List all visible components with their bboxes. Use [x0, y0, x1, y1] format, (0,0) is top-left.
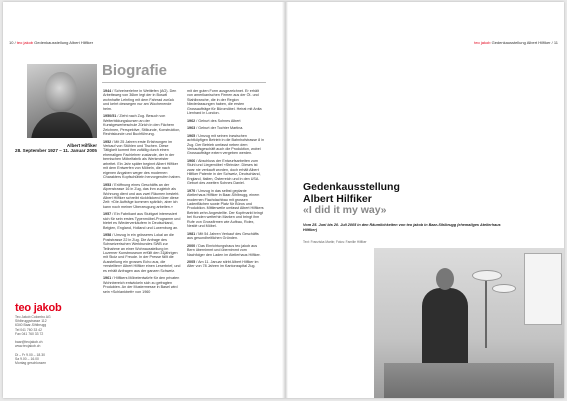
entry-year: 1970 [187, 188, 196, 193]
lamp-shade-lower [492, 284, 516, 293]
running-head-left: 10 / teo jakob Gedenkausstellung Albert Hilfiker [9, 40, 94, 45]
entry-text: / Geburt der Tochter Martina. [196, 126, 244, 131]
entry-year: 1961 [103, 276, 112, 281]
teo-jakob-logo: teo jakob [15, 302, 62, 314]
man-figure-head [436, 268, 454, 290]
entry-year: 2000 [187, 243, 196, 248]
exhibition-dates: Vom 25. Juni bis 20. Juli 2005 in den Räumlichkeiten von teo jakob in Baar-Sihlbrugg (ehemaliges Atelierhaus Hilfiker) [303, 223, 501, 232]
entry-year: 2005 [187, 259, 196, 264]
entry-year: 1966 [187, 158, 196, 163]
portrait-caption-dates: 28. September 1927 – 11. Januar 2005 [15, 148, 97, 153]
entry-year: 1965 [187, 133, 196, 138]
entry-year: 1962 [187, 118, 196, 123]
biography-entry [103, 233, 181, 273]
entry-year: 1958 [103, 233, 112, 238]
entry-text: / Das Einrichtungshaus teo jakob aus Bern übernimmt und übernimmt vom Nachfolger den Laden im Atelierhaus Hilfiker. [187, 243, 261, 257]
biography-column-1 [103, 89, 181, 384]
biography-entry [103, 212, 181, 230]
entry-text: / Schreinerlehre in Wettlefen (AG). Den Arbeitsweg von 36km legt der in Boswil wohnhafte Lehrling mit dem Fahrrad zurück und kehrt deswegen nur am Wochenende heim. [103, 89, 177, 111]
entry-text: / Am 11. Januar stirbt Albert Hilfiker im Alter von 78 Jahren im Kantonsspital Zug. [187, 259, 259, 269]
biography-entry [103, 89, 181, 111]
portrait-head [45, 72, 77, 112]
entry-text: / Ein Fabrikant aus Stuttgart interessiert sich für sein erstes Typenmöbel-Programm und bietet es Wiederverkäufern in Deutschland, Belgien, England, Holland und Luxemburg an. [103, 212, 181, 230]
page-number: 11 [553, 40, 558, 45]
entry-text: / Umzug in das selbst geplante Atelierhaus Hilfiker in Baar-Sihlbrugg, einem modernen Flachdachbau mit grossen Ladenflächen sowie Platz für Büros und Produktion. Mittlerweile umfasst Albert Hilfikers Betrieb zehn Angestellte. Der Kopfmarkt bringt bei Kunden weiterhin Marken und bringt ihm Rufe von Grossfirmen wie Aufbau, Rolex, Nestlé und Möbel. [187, 188, 264, 229]
workbench [384, 363, 554, 398]
entry-text: / Umzug mit seinen inzwischen achtköpfigen Betrieb in die Bahnhofstrasse 8 in Zug. Der Betrieb umfasst neben dem Verkaufsgeschäft auch die Produktion, wobei Grossaufträge extern vergeben werden. [187, 133, 265, 156]
title-divider [102, 82, 266, 83]
entry-text: / Abschluss der Entwurfsarbeiten zum Stuhl und Liegemöbel «Strinda». Dieses ist zwar nie verkauft worden, doch erhält Albert Hilfiker Patente in der Schweiz, Deutschland, England, Italien, Österreich und in den USA. Geburt des zweiten Sohnes Daniel. [187, 158, 261, 186]
biography-entry [187, 244, 265, 257]
entry-year: 1981 [187, 231, 196, 236]
biography-entry [187, 189, 265, 229]
workshop-photo [374, 248, 564, 398]
entry-text: / Hilfikers Möbelentwürfe für den privaten Wohnbereich entwickeln sich zu gefragten Produkten. An der Mustermesse in Basel wird sein «Schlankbett» von 1960 [103, 276, 180, 294]
portrait-body [31, 112, 93, 138]
biography-entry [187, 159, 265, 186]
store-address: Teo Jakob Colombo AG Sihlbruggstrasse 112 6340 Baar-Sihlbrugg Tel 041 760 33 42 Fax 041 760 33 72 baar@teojakob.ch www.teojakob.ch Di – Fr 9.00 – 18.30 Sa 9.00 – 16.00 Montag geschlossen [15, 315, 51, 366]
biography-entry [187, 126, 265, 130]
entry-text: / Mit 54 Jahren Verkauf des Geschäfts aus gesundheitlichen Gründen. [187, 231, 259, 241]
window-shape [524, 253, 562, 325]
biography-entry [187, 232, 265, 241]
entry-text: / Eröffnung eines Geschäfts an der Alpenstrasse 16 in Zug, das ihm zugleich als Wohnung dient und aus zwei Räumen besteht. Albert Hilfiker schreibt rückblickend über diese Zeit: «Die Aufträge kommen spärlich, aber ich kann noch meiner Überzeugung arbeiten.» [103, 182, 180, 209]
biography-entry [187, 134, 265, 156]
biography-entry [187, 89, 265, 116]
exhibition-name: Albert Hilfiker [303, 193, 372, 205]
photo-credits: Text: Franziska Martin; Fotos: Familie Hilfiker [303, 240, 367, 244]
page-gutter [282, 2, 288, 398]
entry-year: 1953 [103, 182, 112, 187]
exhibition-tagline: «I did it my way» [303, 204, 387, 216]
entry-year: 1950/51 [103, 114, 117, 119]
lamp-shade-upper [472, 270, 502, 281]
entry-text: / Geburt des Sohnes Albert [196, 118, 241, 123]
biography-column-2 [187, 89, 265, 384]
entry-year: 1957 [103, 212, 112, 217]
running-head-text: Gedenkausstellung Albert Hilfiker [34, 40, 94, 45]
biography-entry [187, 260, 265, 269]
running-head-brand: teo jakob [16, 40, 34, 45]
entry-text: / Umzug in ein grösseres Lokal an die Poststrasse 22 in Zug. Die Anfrage des Schweizerischen Werkbundes SWB zur Teilnahme an einer Wohnausstellung im Luzerner Kunstmuseum erfüllt den 31jährigen mit Stolz und Freude. In der Presse fällt die Ausstellung ein grosses Echo aus, die «erstellten» Albert Hilfiker einen Leserbrief, und es erhält Anfragen aus der ganzen Schweiz. [103, 233, 181, 273]
biography-entry [187, 119, 265, 123]
running-head-right: teo jakob Gedenkausstellung Albert Hilfiker / 11 [474, 40, 558, 45]
entry-text: / Zieht nach Zug. Besuch von Weiterbildungskursen an der Kunstgewerbeschule Zürich in den Fächern Zeichnen, Perspektive, Stilkunde, Konstruktion, Rechtskunde und Buchführung. [103, 114, 181, 137]
entry-year: 1944 [103, 89, 112, 93]
magazine-spread [3, 2, 564, 398]
biography-title: Biografie [102, 62, 168, 79]
entry-year: 1963 [187, 126, 196, 131]
entry-text: mit der guten Form ausgezeichnet. Er erhält von amerikanischen Firmen aus der Öl- und Stahlbranche, die in der Region Niederlassungen haben, die ersten Grossaufträge für Büromöbel. Heirat mit Anita Lienhard in London. [187, 89, 262, 116]
running-head-text: Gedenkausstellung Albert Hilfiker [491, 40, 551, 45]
entry-year: 1952 [103, 139, 112, 144]
lamp-stand [485, 278, 487, 348]
running-head-brand: teo jakob [474, 40, 491, 45]
exhibition-title: Gedenkausstellung [303, 181, 400, 193]
biography-entry [103, 276, 181, 294]
portrait-photo [27, 64, 97, 138]
biography-entry [103, 114, 181, 136]
biography-entry [103, 140, 181, 180]
page-number: 10 [9, 40, 14, 45]
biography-entry [103, 183, 181, 210]
portrait-caption-name: Albert Hilfiker [66, 143, 97, 148]
entry-text: / Mit 25 Jahren erste Erfahrungen im Verkauf von Stühlen und Tischen. Diese Tätigkeit kommt ihm zufällig durch einen ehemaligen Fachlehrer zustande, der in der bernischen Möbelfabrik als Werkmeister arbeitet. Ein Jahr später beginnt Albert Hilfiker mit dem Entwerfen von Möbeln, die nach eigenen Angaben weger des modernen Charakters Kopfschütteln hervorgerufen haben. [103, 139, 181, 180]
